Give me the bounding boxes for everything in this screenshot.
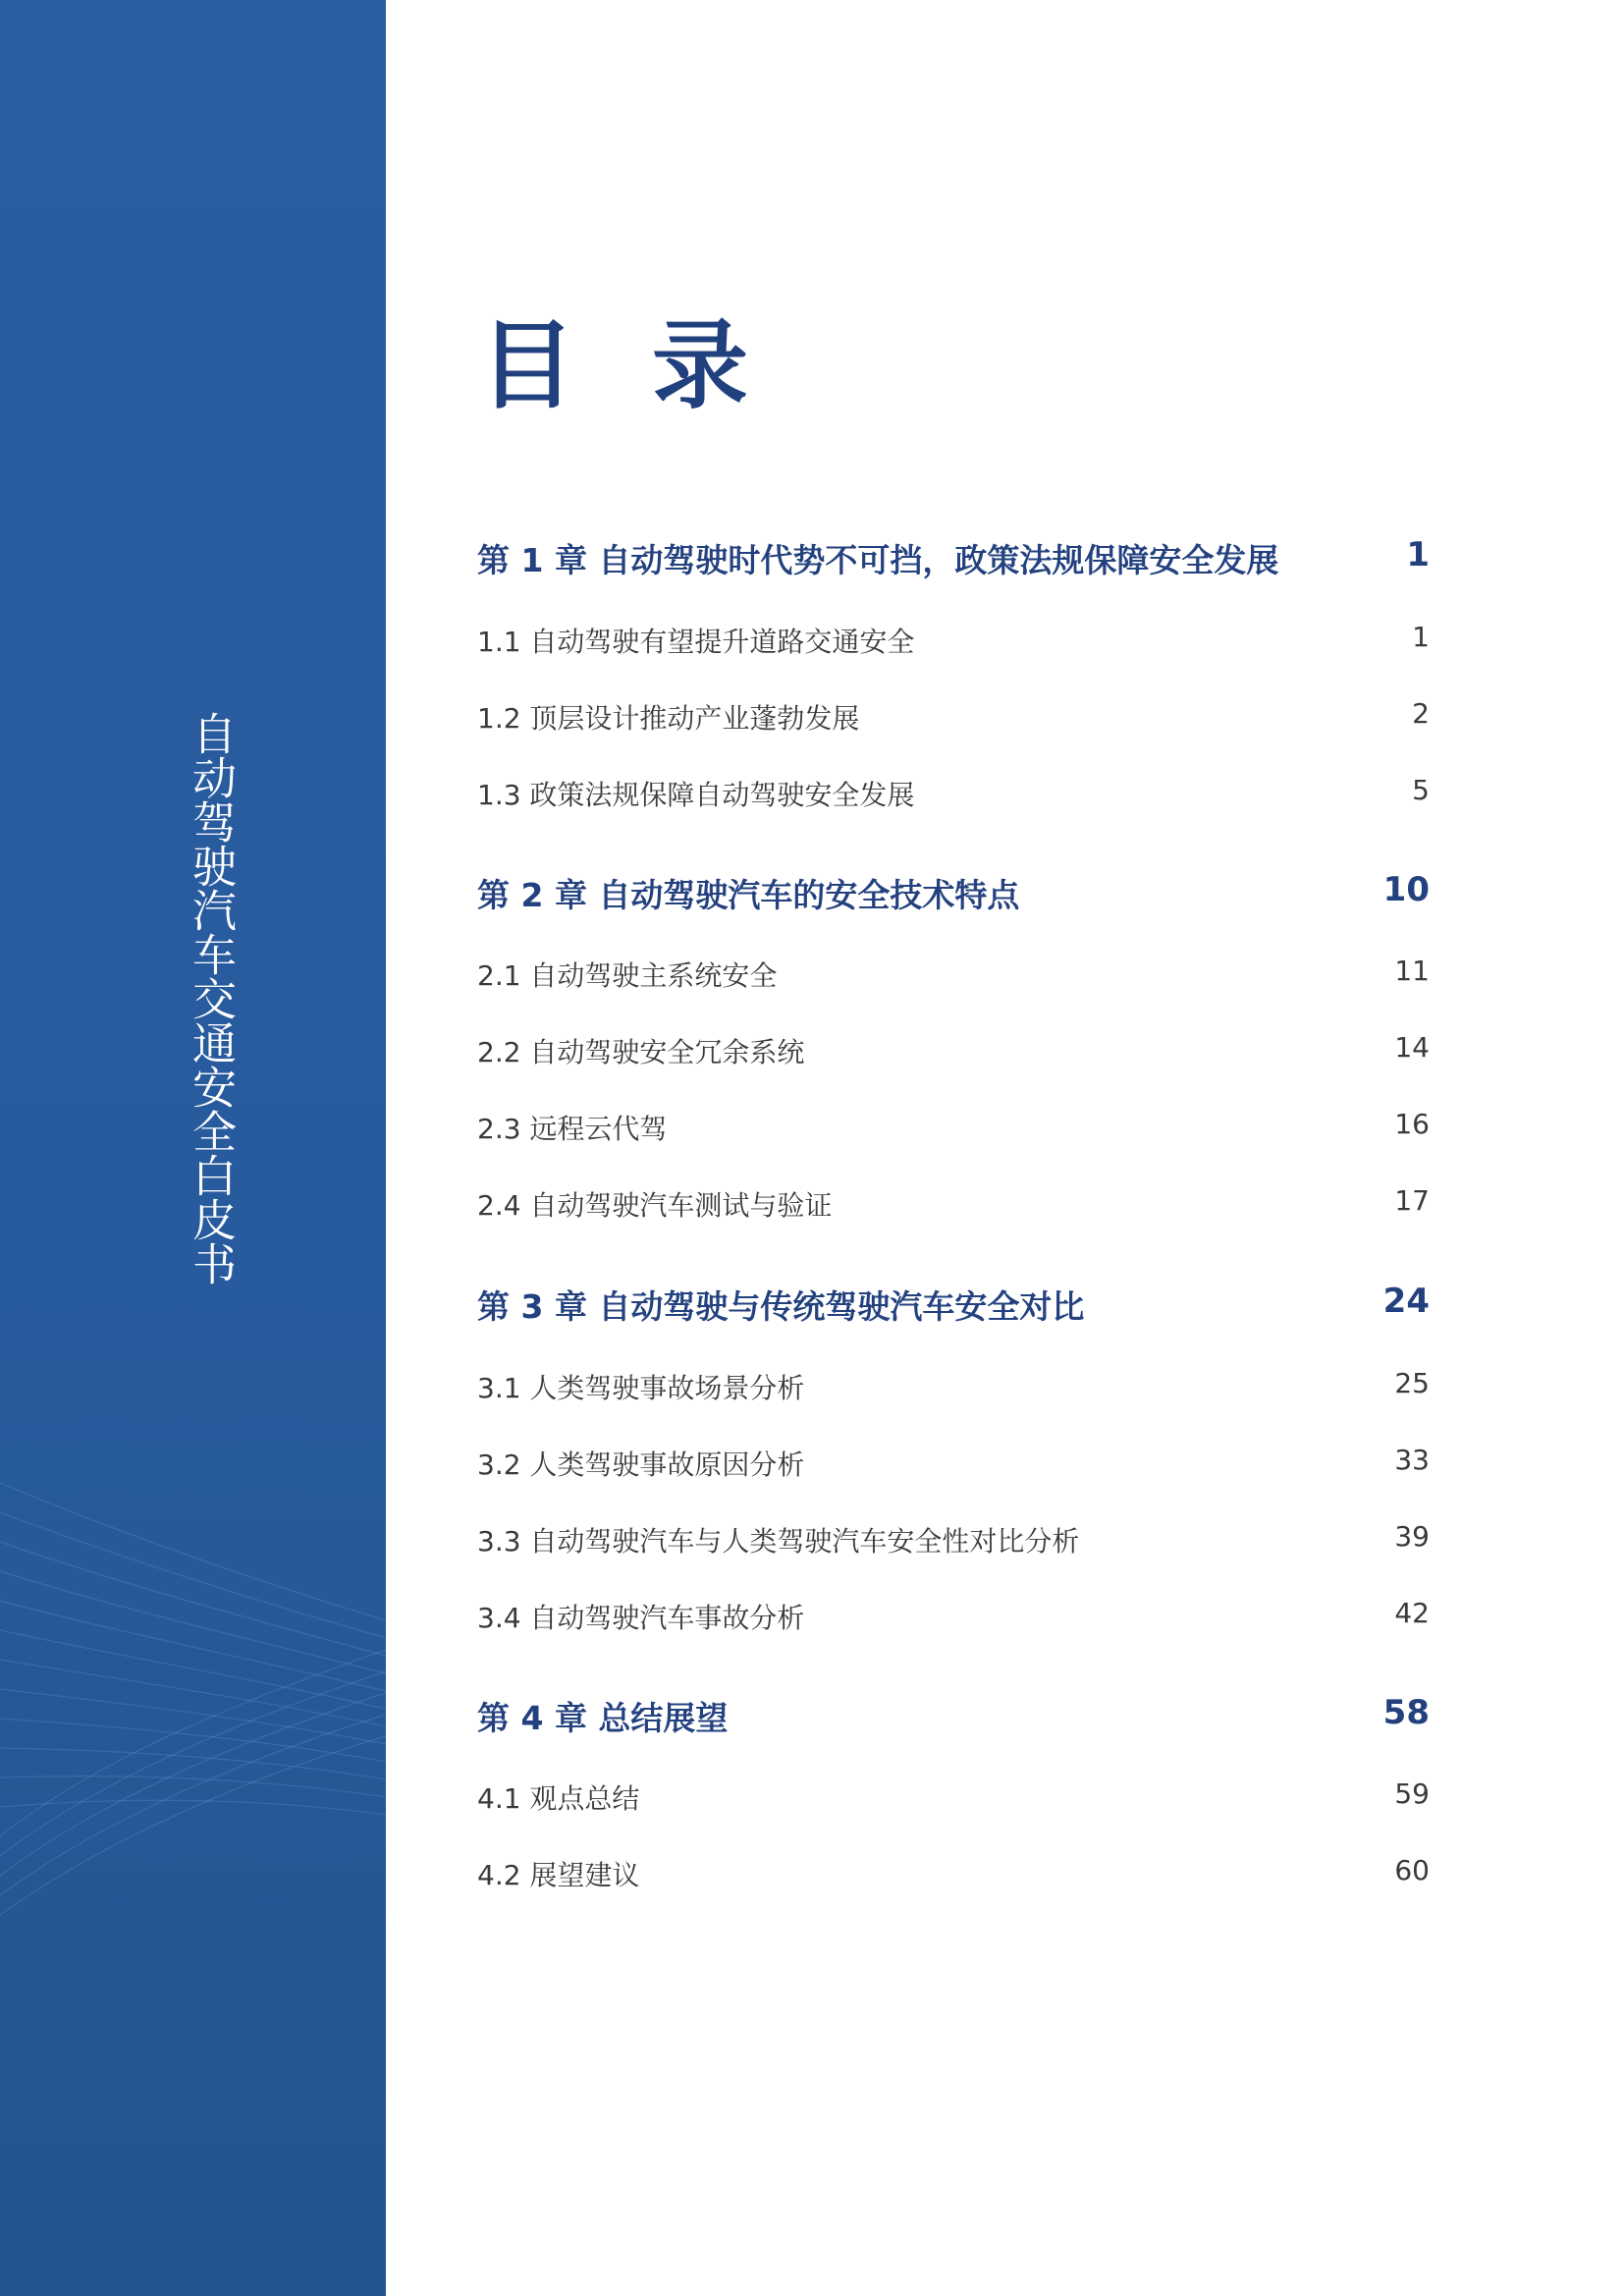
toc-page-number: 16 bbox=[1394, 1108, 1430, 1140]
toc-entry-label: 3.2 人类驾驶事故原因分析 bbox=[477, 1449, 805, 1481]
toc-page-number: 14 bbox=[1394, 1031, 1430, 1064]
toc-entry-label: 1.3 政策法规保障自动驾驶安全发展 bbox=[477, 779, 915, 811]
toc-entry-label: 1.2 顶层设计推动产业蓬勃发展 bbox=[477, 702, 860, 735]
toc-heading: 目录 bbox=[479, 310, 826, 422]
toc-entry-label: 第 4 章 总结展望 bbox=[477, 1699, 729, 1737]
toc-entry-label: 2.2 自动驾驶安全冗余系统 bbox=[477, 1036, 805, 1068]
toc-page-number: 60 bbox=[1394, 1854, 1430, 1886]
table-of-contents bbox=[477, 0, 1430, 2296]
toc-entry-label: 1.1 自动驾驶有望提升道路交通安全 bbox=[477, 626, 915, 658]
toc-page-number: 2 bbox=[1412, 697, 1430, 730]
toc-entry-label: 3.1 人类驾驶事故场景分析 bbox=[477, 1372, 805, 1404]
toc-entry-label: 第 2 章 自动驾驶汽车的安全技术特点 bbox=[477, 876, 1020, 914]
toc-entry-label: 4.1 观点总结 bbox=[477, 1782, 640, 1815]
toc-page-number: 1 bbox=[1412, 621, 1430, 653]
toc-page-number: 33 bbox=[1394, 1444, 1430, 1476]
toc-entry-label: 第 3 章 自动驾驶与传统驾驶汽车安全对比 bbox=[477, 1287, 1085, 1326]
toc-page-number: 25 bbox=[1394, 1367, 1430, 1399]
toc-page-number: 42 bbox=[1394, 1597, 1430, 1629]
toc-entry-label: 第 1 章 自动驾驶时代势不可挡，政策法规保障安全发展 bbox=[477, 541, 1279, 579]
toc-page-number: 58 bbox=[1382, 1693, 1430, 1732]
toc-entry-label: 3.4 自动驾驶汽车事故分析 bbox=[477, 1602, 805, 1634]
toc-entry-label: 3.3 自动驾驶汽车与人类驾驶汽车安全性对比分析 bbox=[477, 1525, 1080, 1558]
toc-entry-label: 2.3 远程云代驾 bbox=[477, 1113, 668, 1145]
toc-entry-label: 4.2 展望建议 bbox=[477, 1859, 640, 1891]
toc-page-number: 10 bbox=[1382, 870, 1430, 909]
document-title-vertical: 自动驾驶汽车交通安全白皮书 bbox=[185, 711, 237, 1285]
toc-page-number: 39 bbox=[1394, 1520, 1430, 1553]
toc-page-number: 17 bbox=[1394, 1184, 1430, 1217]
toc-entry-label: 2.1 自动驾驶主系统安全 bbox=[477, 959, 778, 992]
toc-page-number: 5 bbox=[1412, 774, 1430, 806]
toc-page-number: 59 bbox=[1394, 1777, 1430, 1810]
toc-page-number: 1 bbox=[1406, 535, 1430, 574]
toc-page-number: 11 bbox=[1394, 955, 1430, 987]
wave-pattern-decoration bbox=[0, 1326, 386, 2013]
sidebar bbox=[0, 0, 386, 2296]
toc-entry-label: 2.4 自动驾驶汽车测试与验证 bbox=[477, 1189, 833, 1222]
toc-page-number: 24 bbox=[1382, 1282, 1430, 1321]
